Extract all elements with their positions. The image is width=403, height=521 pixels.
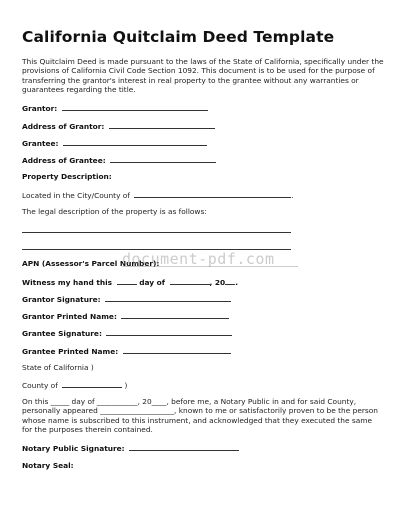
- legal-description-line-1[interactable]: [22, 232, 291, 233]
- witness-field: [22, 277, 238, 287]
- address-of-grantor-blank[interactable]: [109, 121, 215, 129]
- located-in-field: Located in the City/County of .: [22, 191, 294, 200]
- grantor-printed-name-blank[interactable]: [121, 311, 229, 319]
- notary-seal-label: Notary Seal:: [22, 461, 74, 470]
- address-of-grantor-label: Address of Grantor:: [22, 122, 105, 131]
- witness-year-blank[interactable]: [225, 277, 235, 285]
- grantee-label: Grantee:: [22, 139, 59, 148]
- grantee-signature-label: Grantee Signature:: [22, 329, 102, 338]
- state-of-line: State of California ): [22, 363, 94, 372]
- notary-public-signature-field: [22, 443, 239, 453]
- grantor-signature-label: Grantor Signature:: [22, 295, 101, 304]
- grantee-field: [22, 138, 207, 148]
- witness-day-label: day of: [139, 278, 165, 287]
- county-of-field: [22, 380, 127, 390]
- intro-paragraph: This Quitclaim Deed is made pursuant to the laws of the State of California, specifically under the provisions of California Civil Code Section 1092. This document is to be used for the purpose of transferring the grantor's interest in real property to the grantee without any warranties or guarantees regarding the title.: [22, 57, 384, 95]
- property-description-heading: Property Description:: [22, 172, 112, 181]
- address-of-grantee-blank[interactable]: [110, 155, 216, 163]
- county-of-label: County of: [22, 381, 58, 390]
- witness-month-blank[interactable]: [170, 277, 210, 285]
- located-in-label: Located in the City/County of: [22, 191, 130, 200]
- grantor-printed-name-field: [22, 311, 229, 321]
- address-of-grantee-label: Address of Grantee:: [22, 156, 106, 165]
- witness-year-label: , 20: [209, 278, 226, 287]
- page-title: California Quitclaim Deed Template: [22, 28, 335, 46]
- watermark-text: document-pdf.com: [122, 250, 275, 268]
- address-of-grantor-field: [22, 121, 215, 131]
- grantor-blank[interactable]: [62, 103, 208, 111]
- grantee-signature-blank[interactable]: [106, 328, 232, 336]
- county-of-blank[interactable]: [62, 380, 122, 388]
- notary-public-signature-label: Notary Public Signature:: [22, 444, 125, 453]
- apn-label: APN (Assessor's Parcel Number):: [22, 259, 160, 268]
- grantor-signature-field: [22, 294, 231, 304]
- grantee-printed-name-blank[interactable]: [123, 346, 231, 354]
- grantee-printed-name-label: Grantee Printed Name:: [22, 347, 119, 356]
- grantor-printed-name-label: Grantor Printed Name:: [22, 312, 117, 321]
- located-in-blank[interactable]: [134, 190, 291, 198]
- legal-description-label: The legal description of the property is as follows:: [22, 207, 207, 216]
- grantor-signature-blank[interactable]: [105, 294, 231, 302]
- grantee-blank[interactable]: [63, 138, 207, 146]
- notary-public-signature-blank[interactable]: [129, 443, 239, 451]
- grantee-printed-name-field: [22, 346, 231, 356]
- grantor-field: [22, 103, 208, 113]
- address-of-grantee-field: [22, 155, 216, 165]
- witness-day-blank[interactable]: [117, 277, 137, 285]
- grantor-label: Grantor:: [22, 104, 58, 113]
- witness-end: .: [235, 278, 239, 287]
- watermark-underline: [122, 266, 298, 267]
- witness-prefix: Witness my hand this: [22, 278, 113, 287]
- county-of-close: ): [124, 381, 128, 390]
- notary-acknowledgment-paragraph: On this _____ day of ___________, 20____, before me, a Notary Public in and for said County, personally appeared ____________________, known to me or satisfactorily proven to be the person whose name is subscribed to this instrument, and acknowledged that they executed the same for the purposes therein contained.: [22, 397, 378, 435]
- grantee-signature-field: [22, 328, 232, 338]
